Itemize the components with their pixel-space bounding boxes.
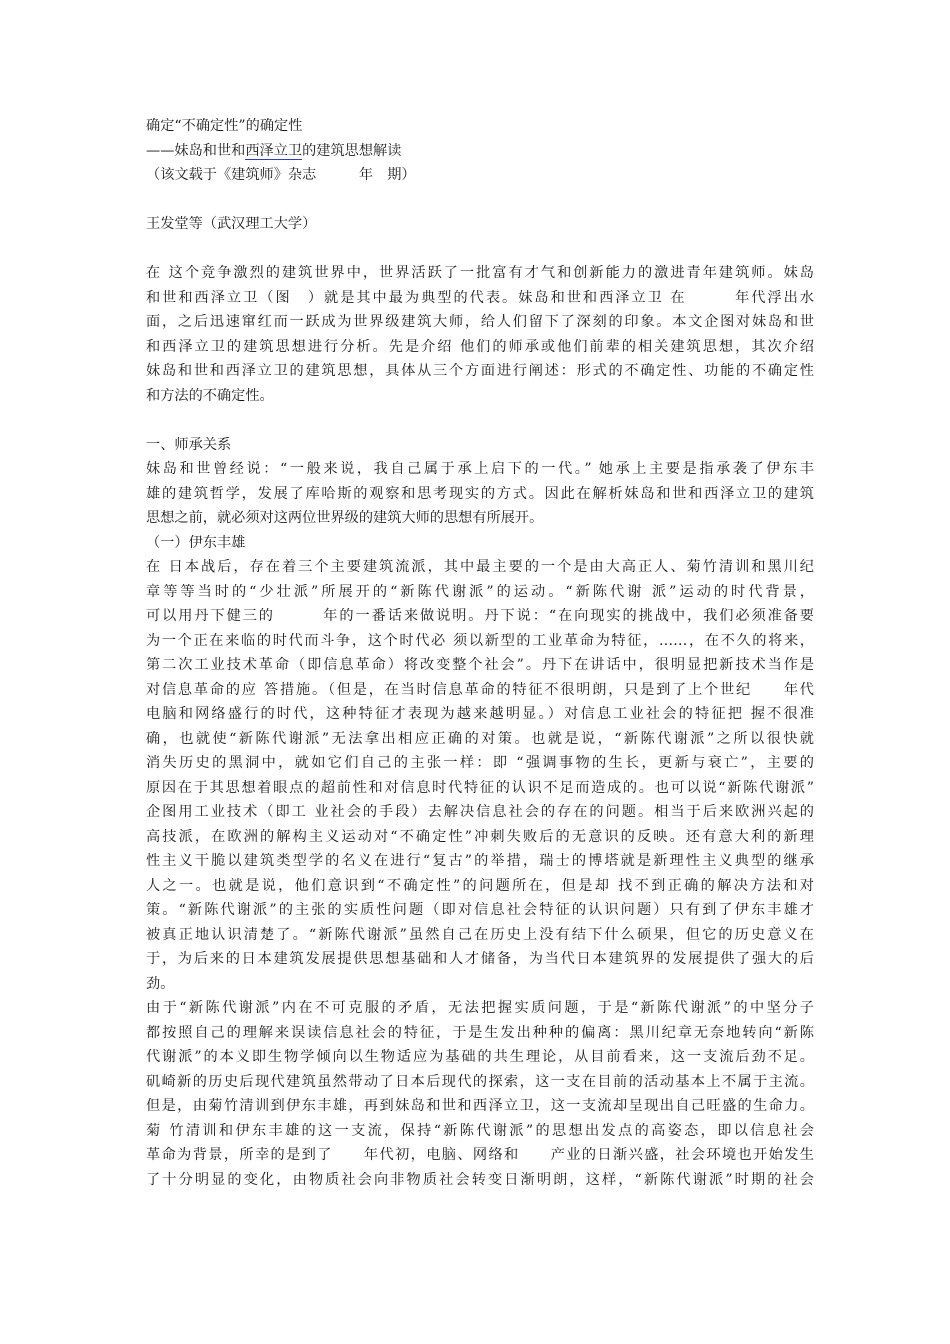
text-line: 电脑和网络盛行的时代，这种特征才表现为越来越明显。）对信息工业社会的特征把 握不很准 <box>146 706 814 722</box>
text-line: 都按照自己的理解来误读信息社会的特征，于是生发出种种的偏离：黑川纪章无奈地转向“新陈 <box>146 1024 814 1041</box>
document-title: 确定“不确定性”的确定性 <box>146 118 303 134</box>
text-line: 面，之后迅速窜红而一跃成为世界级建筑大师，给人们留下了深刻的印象。本文企图对妹岛和世 <box>146 314 814 330</box>
text-line: 对信息革命的应 答措施。（但是，在当时信息革命的特征不很明朗，只是到了上个世纪 年代 <box>146 681 814 698</box>
document-subtitle <box>146 139 814 164</box>
text-line: 思想之前，就必须对这两位世界级的建筑大师的思想有所展开。 <box>146 510 544 526</box>
text-line: 章等等当时的“少壮派”所展开的“新陈代谢派”的运动。“新陈代谢 派”运动的时代背景， <box>146 583 814 600</box>
body-paragraph-1 <box>146 555 814 996</box>
body-paragraph-2 <box>146 996 814 1192</box>
text-line: 企图用工业技术（即工 业社会的手段）去解决信息社会的存在的问题。相当于后来欧洲兴起的 <box>146 804 814 820</box>
text-line: 菊 竹清训和伊东丰雄的这一支流，保持“新陈代谢派”的思想出发点的高姿态，即以信息社会 <box>146 1122 814 1139</box>
document-page <box>146 114 814 1192</box>
text-line: 在 日本战后，存在着三个主要建筑流派，其中最主要的一个是由大高正人、菊竹清训和黑川纪 <box>146 559 814 575</box>
text-line: 代谢派”的本义即生物学倾向以生物适应为基础的共生理论，从目前看来，这一支流后劲不足。 <box>146 1049 814 1065</box>
text-line: 人之一。也就是说，他们意识到“不确定性”的问题所在，但是却 找不到正确的解决方法和对 <box>146 877 814 894</box>
intro-paragraph <box>146 261 814 408</box>
text-line: 高技派，在欧洲的解构主义运动对“不确定性”冲刺失败后的无意识的反映。还有意大利的新理 <box>146 828 814 845</box>
text-line: 消失历史的黑洞中，就如它们自己的主张一样：即 “强调事物的生长，更新与衰亡”，主要的 <box>146 755 814 771</box>
section-paragraph <box>146 457 814 531</box>
text-line: 于，为后来的日本建筑发展提供思想基础和人才储备，为当代日本建筑界的发展提供了强大的后 <box>146 951 814 967</box>
text-line: 雄的建筑哲学，发展了库哈斯的观察和思考现实的方式。因此在解析妹岛和世和西泽立卫的建筑 <box>146 485 814 502</box>
text-line: 妹岛和世和西泽立卫的建筑思想，具体从三个方面进行阐述：形式的不确定性、功能的不确定性 <box>146 363 814 379</box>
text-line: 矶崎新的历史后现代建筑虽然带动了日本后现代的探索，这一支在目前的活动基本上不属于主流。 <box>146 1073 814 1090</box>
text-line: 由于“新陈代谢派”内在不可克服的矛盾，无法把握实质问题，于是“新陈代谢派”的中坚分子 <box>146 1000 814 1016</box>
text-line: 可以用丹下健三的 年的一番话来做说明。丹下说：“在向现实的挑战中，我们必须准备要 <box>146 608 814 624</box>
text-line: 确，也就使“新陈代谢派”无法拿出相应正确的对策。也就是说，“新陈代谢派”之所以很快就 <box>146 730 814 747</box>
text-line: 但是，由菊竹清训到伊东丰雄，再到妹岛和世和西泽立卫，这一支流却呈现出自己旺盛的生命力。 <box>146 1098 814 1114</box>
subtitle-suffix: 的建筑思想解读 <box>302 142 402 159</box>
subtitle-prefix: ——妹岛和世和 <box>146 142 246 159</box>
subtitle-link[interactable]: 西泽立卫 <box>245 142 303 159</box>
text-line: 和西泽立卫的建筑思想进行分析。先是介绍 他们的师承或他们前辈的相关建筑思想，其次介绍 <box>146 338 814 355</box>
text-line: 和世和西泽立卫（图 ）就是其中最为典型的代表。妹岛和世和西泽立卫 在 年代浮出水 <box>146 289 814 306</box>
text-line: 了十分明显的变化，由物质社会向非物质社会转变日渐明朗，这样，“新陈代谢派”时期的社会 <box>146 1171 814 1188</box>
text-line: 妹岛和世曾经说：“一般来说，我自己属于承上启下的一代。” 她承上主要是指承袭了伊东丰 <box>146 461 814 477</box>
text-line: 第二次工业技术革命（即信息革命）将改变整个社会”。丹下在讲话中，很明显把新技术当作是 <box>146 657 814 673</box>
source-note: （该文载于《建筑师》杂志 年 期） <box>146 167 416 183</box>
text-line: 在 这个竞争激烈的建筑世界中，世界活跃了一批富有才气和创新能力的激进青年建筑师。妹岛 <box>146 265 814 281</box>
author-line: 王发堂等（武汉理工大学） <box>146 216 317 232</box>
text-line: 原因在于其思想着眼点的超前性和对信息时代特征的认识不足而造成的。也可以说“新陈代谢派” <box>146 779 814 796</box>
section-heading: 一、师承关系 <box>146 436 232 453</box>
text-line: 性主义干脆以建筑类型学的名义在进行“复古”的举措，瑞士的博塔就是新理性主义典型的继承 <box>146 853 814 869</box>
sub-heading: （一）伊东丰雄 <box>146 534 246 551</box>
text-line: 劲。 <box>146 975 175 992</box>
text-line: 革命为背景，所幸的是到了 年代初，电脑、网络和 产业的日渐兴盛，社会环境也开始发生 <box>146 1147 814 1163</box>
text-line: 被真正地认识清楚了。“新陈代谢派”虽然自己在历史上没有结下什么硕果，但它的历史意义在 <box>146 926 814 943</box>
text-line: 和方法的不确定性。 <box>146 387 274 404</box>
text-line: 为一个正在来临的时代而斗争，这个时代必 须以新型的工业革命为特征，……，在不久的将来， <box>146 632 814 649</box>
text-line: 策。“新陈代谢派”的主张的实质性问题（即对信息社会特征的认识问题）只有到了伊东丰雄才 <box>146 902 814 918</box>
